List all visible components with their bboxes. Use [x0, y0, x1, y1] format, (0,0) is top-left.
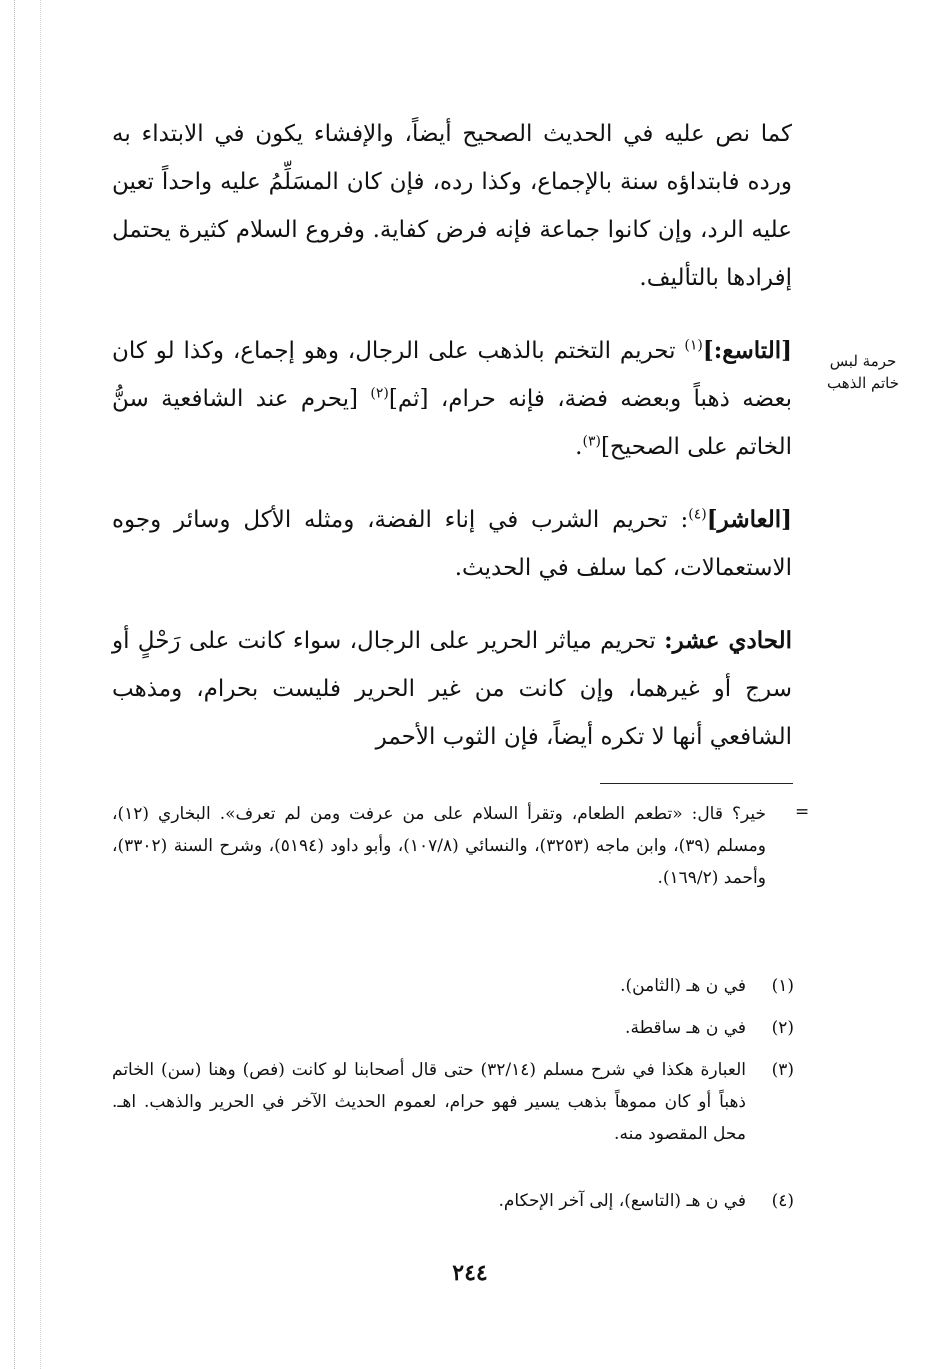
paragraph-text: [يحرم عند الشافعية سنُّ الخاتم على الصحيح] [112, 386, 792, 460]
footnote-separator [600, 783, 793, 784]
paragraph-greeting [112, 110, 792, 302]
footnote-ref[interactable]: (٢) [370, 385, 389, 402]
paragraph-text: تحريم التختم بالذهب على الرجال، وهو إجماع، وكذا لو كان بعضه ذهباً وبعضه فضة، فإنه حرام، [ثم] [112, 338, 792, 412]
footnote-text: خير؟ قال: «تطعم الطعام، وتقرأ السلام على من عرفت ومن لم تعرف». البخاري (١٢)، ومسلم (٣٩)، وابن ماجه (٣٢٥٣)، والنسائي (١٠٧/٨)، وأبو داود (٥١٩٤)، وشرح السنة (٣٣٠٢)، وأحمد (١٦٩/٢). [112, 804, 766, 888]
footnote-continuation [112, 798, 794, 894]
footnote-item [112, 1012, 794, 1044]
paragraph-text: كما نص عليه في الحديث الصحيح أيضاً، والإفشاء يكون في الابتداء به ورده فابتداؤه سنة بالإجماع، وكذا رده، فإن كان المسَلِّمُ عليه واحداً تعين عليه الرد، وإن كانوا جماعة فإنه فرض كفاية. وفروع السلام كثيرة يحتمل إفرادها بالتأليف. [112, 121, 792, 291]
footnote-item [112, 1185, 794, 1217]
margin-note-line: خاتم الذهب [826, 374, 900, 392]
paragraph-text: : تحريم الشرب في إناء الفضة، ومثله الأكل وسائر وجوه الاستعمالات، كما سلف في الحديث. [112, 507, 792, 581]
paragraph-tenth [112, 496, 792, 592]
section-heading: [العاشر] [706, 506, 792, 533]
paragraph-text: تحريم مياثر الحرير على الرجال، سواء كانت على رَحْلٍ أو سرج أو غيرهما، وإن كانت من غير الحرير فليست بحرام، ومذهب الشافعي أنها لا تكره أيضاً، فإن الثوب الأحمر [112, 628, 792, 750]
footnote-item [112, 1054, 794, 1150]
footnote-ref[interactable]: (٣) [582, 433, 601, 450]
footnote-text: في ن هـ (الثامن). [620, 976, 746, 996]
paragraph-eleventh [112, 617, 792, 761]
section-heading: الحادي عشر: [664, 627, 792, 654]
footnote-number: (١) [771, 976, 794, 996]
footnote-continuation-marker: = [795, 802, 810, 822]
footnote-text: العبارة هكذا في شرح مسلم (٣٢/١٤) حتى قال أصحابنا لو كانت (فص) وهنا (سن) الخاتم ذهباً أو كان مموهاً بذهب يسير فهو حرام، لعموم الحديث الآخر في الحرير والذهب. اهـ. محل المقصود منه. [112, 1060, 746, 1144]
scan-edge-line [14, 0, 15, 1369]
paragraph-ninth [112, 327, 792, 471]
footnote-number: (٤) [771, 1191, 794, 1211]
footnote-number: (٢) [771, 1018, 794, 1038]
scan-edge-line [40, 0, 41, 1369]
footnote-ref[interactable]: (١) [684, 337, 703, 354]
footnote-text: في ن هـ ساقطة. [625, 1018, 746, 1038]
footnote-number: (٣) [771, 1060, 794, 1080]
footnote-item [112, 970, 794, 1002]
footnote-text: في ن هـ (التاسع)، إلى آخر الإحكام. [498, 1191, 746, 1211]
page-number: ٢٤٤ [452, 1260, 488, 1286]
paragraph-text: . [575, 434, 583, 460]
margin-note [796, 350, 930, 394]
margin-note-line: حرمة لبس [829, 352, 897, 370]
section-heading: [التاسع:] [702, 337, 792, 364]
footnote-ref[interactable]: (٤) [688, 506, 707, 523]
